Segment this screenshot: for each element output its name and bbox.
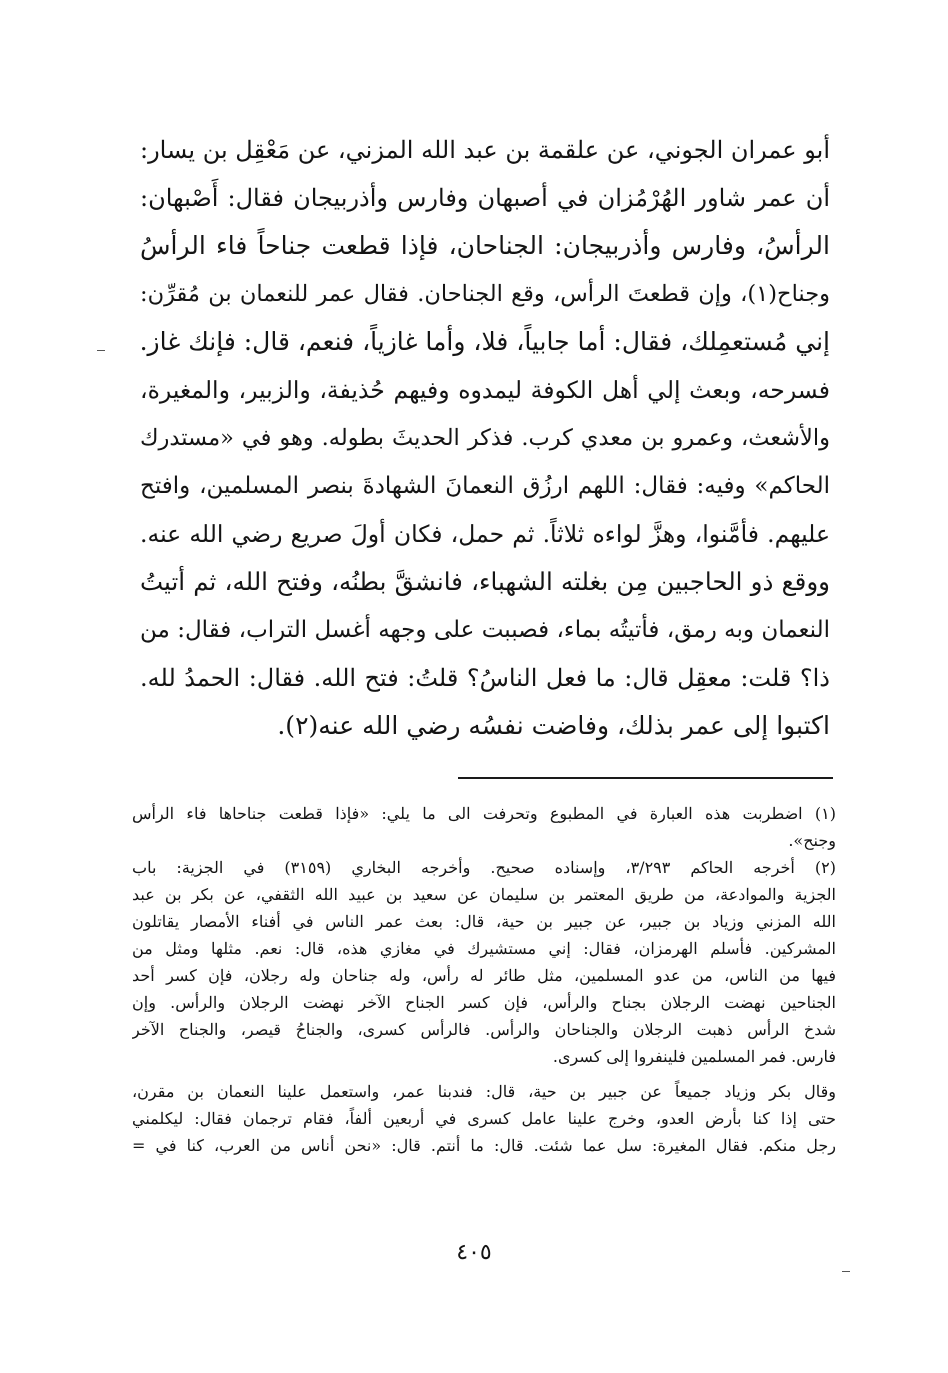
main-text-line: ووقع ذو الحاجبين مِن بغلته الشهباء، فانشقَّ بطنُه، وفتح الله، ثم أتيتُ <box>140 567 830 596</box>
footnote-2 <box>132 854 836 1070</box>
footnote-1 <box>132 800 836 854</box>
footnote-line: حتى إذا كنا بأرض العدو، وخرج علينا عامل كسرى في أربعين ألفاً، فقام ترجمان فقال: ليكلمني <box>132 1109 836 1128</box>
footnotes-block <box>132 800 836 1159</box>
main-text-block <box>140 126 830 750</box>
footnote-line: شدخ الرأس ذهبت الرجلان والجناحان والرأس. فالرأس كسرى، والجناحُ قيصر، والجناح الآخر <box>132 1020 836 1039</box>
main-text-line: النعمان وبه رمق، فأتيتُه بماء، فصببت على وجهه أغسل التراب، فقال: من <box>140 617 830 643</box>
footnote-line: الجناحين نهضت الرجلان بجناح والرأس، فإن كسر الجناح الآخر نهضت الرجلان والرأس. وإن <box>132 993 836 1012</box>
main-text-line: اكتبوا إلى عمر بذلك، وفاضت نفسُه رضي الله عنه(٢). <box>277 711 830 740</box>
footnote-line: فارس. فمر المسلمين فلينفروا إلى كسرى. <box>552 1047 836 1066</box>
footnote-line: (٢) أخرجه الحاكم ٣/٢٩٣، وإسناده صحيح. وأخرجه البخاري (٣١٥٩) في الجزية: باب <box>132 858 836 877</box>
footnote-2-continued <box>132 1078 836 1159</box>
footnote-line: وجنح». <box>788 831 836 850</box>
main-text-line: أبو عمران الجوني، عن علقمة بن عبد الله المزني، عن مَعْقِل بن يسار: <box>140 136 830 164</box>
main-text-line: عليهم. فأمَّنوا، وهزَّ لواءه ثلاثاً. ثم حمل، فكان أولَ صريع رضي الله عنه. <box>140 520 830 548</box>
main-text-line: وجناح(١)، وإن قطعتَ الرأس، وقع الجناحان. فقال عمر للنعمان بن مُقرِّن: <box>140 281 830 307</box>
scan-margin-mark <box>842 1271 850 1272</box>
footnote-line: رجل منكم. فقال المغيرة: سل عما شئت. قال: ما أنتم. قال: «نحن أناس من العرب، كنا في = <box>132 1136 836 1155</box>
footnote-line: وقال بكر وزياد جميعاً عن جبير بن حية، قال: فندبنا عمر، واستعمل علينا النعمان بن مقرن، <box>132 1082 836 1101</box>
footnote-line: (١) اضطربت هذه العبارة في المطبوع وتحرفت الى ما يلي: «فإذا قطعت جناحاها فاء الرأس <box>132 804 836 823</box>
main-text-line: أن عمر شاور الهُرْمُزان في أصبهان وفارس وأذربيجان فقال: أَصْبهان: <box>140 184 830 212</box>
footnote-line: الجزية والموادعة، من طريق المعتمر بن سليمان عن سعيد بن عبيد الله الثقفي، عن بكر بن عبد <box>132 885 836 904</box>
page-number: ٤٠٥ <box>456 1240 492 1265</box>
scan-margin-mark <box>97 350 105 351</box>
main-text-line: الحاكم» وفيه: فقال: اللهم ارزُق النعمانَ الشهادةَ بنصر المسلمين، وافتح <box>140 473 830 499</box>
main-text-line: والأشعث، وعمرو بن معدي كرب. فذكر الحديثَ بطوله. وهو في «مستدرك <box>140 425 830 451</box>
footnote-line: فيها من الناس، من عدو المسلمين، مثل طائر له رأس، وله جناحان وله رجلان، فإن كسر أحد <box>132 966 836 985</box>
footnote-separator <box>458 777 833 779</box>
main-text-line: ذا؟ قلت: معقِل قال: ما فعل الناسُ؟ قلتُ: فتح الله. فقال: الحمدُ لله. <box>140 664 830 692</box>
main-text-line: إني مُستعمِلك، فقال: أما جابياً، فلا، وأما غازياً، فنعم، قال: فإنك غاز. <box>140 327 830 356</box>
main-text-line: فسرحه، وبعث إلي أهل الكوفة ليمدوه وفيهم حُذيفة، والزبير، والمغيرة، <box>140 376 830 404</box>
footnote-line: الله المزني وزياد بن جبير، عن جبير بن حية، قال: بعث عمر الناس في أفناء الأمصار يقاتلون <box>132 912 836 931</box>
main-text-line: الرأسُ، وفارس وأذربيجان: الجناحان، فإذا قطعت جناحاً فاء الرأسُ <box>140 231 830 260</box>
footnote-gap <box>132 1070 836 1078</box>
footnote-line: المشركين. فأسلم الهرمزان، فقال: إني مستشيرك في مغازي هذه، قال: نعم. مثلها ومثل من <box>132 939 836 958</box>
